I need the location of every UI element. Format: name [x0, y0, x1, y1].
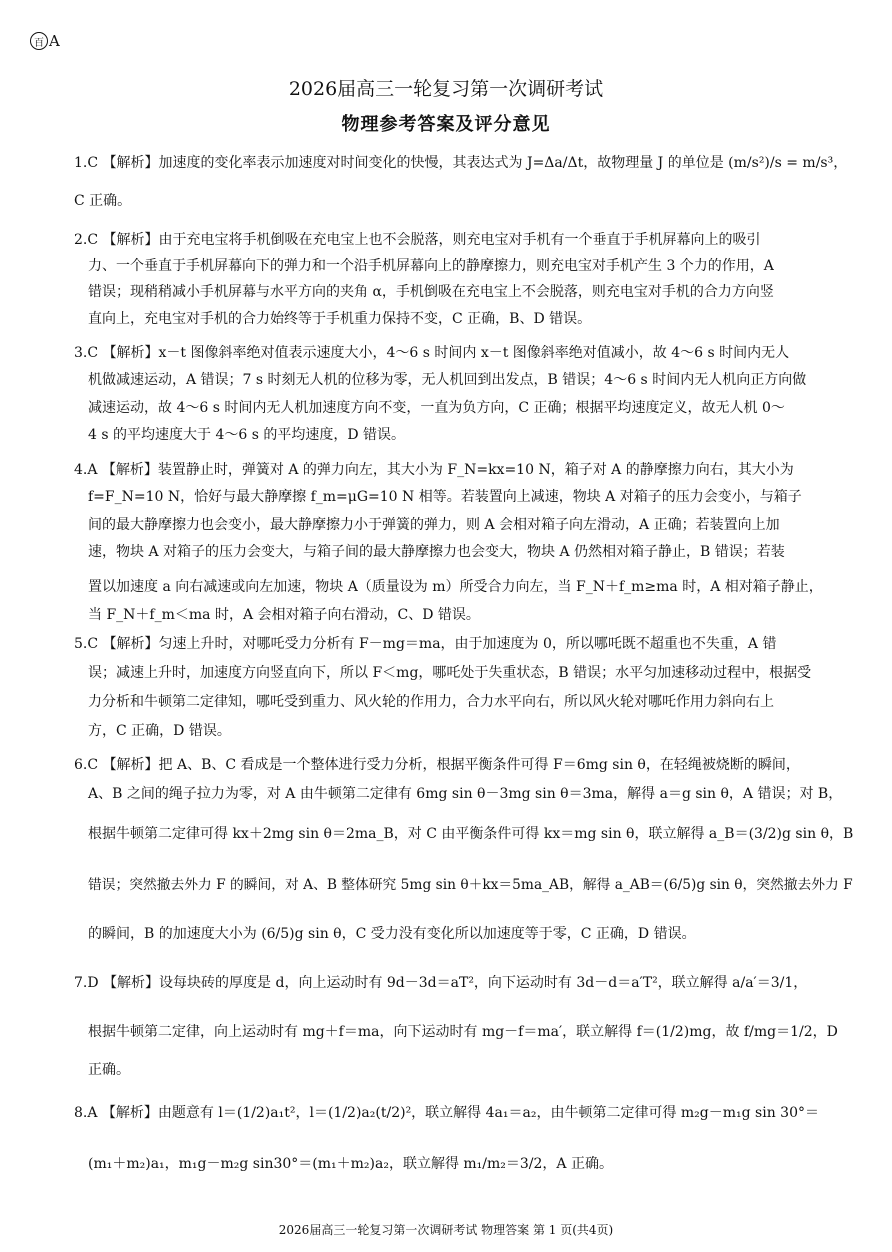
paper-version-mark — [30, 32, 60, 50]
answer-5-line-1: 5.C 【解析】匀速上升时，对哪吒受力分析有 F－mg＝ma，由于加速度为 0，所以哪吒既不超重也不失重，A 错 — [74, 636, 777, 652]
corner-badge: 百 — [30, 32, 48, 50]
answer-5-line-3: 力分析和牛顿第二定律知，哪吒受到重力、风火轮的作用力，合力水平向右，所以风火轮对哪吒作用力斜向右上 — [88, 694, 774, 710]
answer-4-line-2: f=F_N=10 N，恰好与最大静摩擦 f_m=μG=10 N 相等。若装置向上减速，物块 A 对箱子的压力会变小，与箱子 — [88, 489, 802, 505]
answer-2-line-3: 错误；现稍稍减小手机屏幕与水平方向的夹角 α，手机倒吸在充电宝上不会脱落，则充电宝对手机的合力方向竖 — [88, 284, 774, 300]
answer-4-line-6: 当 F_N＋f_m＜ma 时，A 会相对箱子向右滑动，C、D 错误。 — [88, 607, 480, 623]
answer-4-line-1: 4.A 【解析】装置静止时，弹簧对 A 的弹力向左，其大小为 F_N=kx=10 N，箱子对 A 的静摩擦力向右，其大小为 — [74, 462, 794, 478]
answer-6-line-3: 根据牛顿第二定律可得 kx＋2mg sin θ＝2ma_B，对 C 由平衡条件可得 kx＝mg sin θ，联立解得 a_B＝(3/2)g sin θ，B — [88, 826, 854, 842]
answer-4-line-3: 间的最大静摩擦力也会变小，最大静摩擦力小于弹簧的弹力，则 A 会相对箱子向左滑动，A 正确；若装置向上加 — [88, 517, 780, 533]
answer-7-line-1: 7.D 【解析】设每块砖的厚度是 d，向上运动时有 9d－3d＝aT²，向下运动时有 3d－d＝a′T²，联立解得 a/a′＝3/1， — [74, 975, 808, 991]
answer-6-line-4: 错误；突然撤去外力 F 的瞬间，对 A、B 整体研究 5mg sin θ＋kx＝5ma_AB，解得 a_AB＝(6/5)g sin θ，突然撤去外力 F — [88, 877, 853, 893]
answer-3-line-3: 减速运动，故 4～6 s 时间内无人机加速度方向不变，一直为负方向，C 正确；根据平均速度定义，故无人机 0～ — [88, 400, 785, 416]
answer-4-line-4: 速，物块 A 对箱子的压力会变大，与箱子间的最大静摩擦力也会变大，物块 A 仍然相对箱子静止，B 错误；若装 — [88, 544, 785, 560]
exam-title: 2026届高三一轮复习第一次调研考试 — [288, 78, 604, 100]
answer-4-line-5: 置以加速度 a 向右减速或向左加速，物块 A（质量设为 m）所受合力向左，当 F_N＋f_m≥ma 时，A 相对箱子静止， — [88, 579, 823, 595]
answer-6-line-1: 6.C 【解析】把 A、B、C 看成是一个整体进行受力分析，根据平衡条件可得 F＝6mg sin θ，在轻绳被烧断的瞬间， — [74, 757, 800, 773]
answer-3-line-4: 4 s 的平均速度大于 4～6 s 的平均速度，D 错误。 — [88, 427, 406, 443]
answer-2-line-2: 力、一个垂直于手机屏幕向下的弹力和一个沿手机屏幕向上的静摩擦力，则充电宝对手机产生 3 个力的作用，A — [88, 258, 774, 274]
answer-8-line-1: 8.A 【解析】由题意有 l＝(1/2)a₁t²，l＝(1/2)a₂(t/2)²，联立解得 4a₁＝a₂，由牛顿第二定律可得 m₂g－m₁g sin 30°＝ — [74, 1105, 819, 1121]
answer-7-line-3: 正确。 — [88, 1062, 130, 1078]
answer-1-line-2: C 正确。 — [74, 193, 132, 209]
corner-letter: A — [49, 32, 60, 50]
answer-3-line-1: 3.C 【解析】x－t 图像斜率绝对值表示速度大小，4～6 s 时间内 x－t 图像斜率绝对值减小，故 4～6 s 时间内无人 — [74, 345, 790, 361]
answer-1-line-1: 1.C 【解析】加速度的变化率表示加速度对时间变化的快慢，其表达式为 J=Δa/Δt，故物理量 J 的单位是 (m/s²)/s = m/s³， — [74, 155, 848, 171]
answer-6-line-5: 的瞬间，B 的加速度大小为 (6/5)g sin θ，C 受力没有变化所以加速度等于零，C 正确，D 错误。 — [88, 926, 696, 942]
answer-8-line-2: (m₁＋m₂)a₁，m₁g－m₂g sin30°＝(m₁＋m₂)a₂，联立解得 m₁/m₂＝3/2，A 正确。 — [88, 1156, 613, 1172]
answer-5-line-2: 误；减速上升时，加速度方向竖直向下，所以 F＜mg，哪吒处于失重状态，B 错误；水平匀加速移动过程中，根据受 — [88, 665, 812, 681]
page-footer: 2026届高三一轮复习第一次调研考试 物理答案 第 1 页(共4页) — [278, 1223, 614, 1237]
answer-5-line-4: 方，C 正确，D 错误。 — [88, 723, 231, 739]
answer-6-line-2: A、B 之间的绳子拉力为零，对 A 由牛顿第二定律有 6mg sin θ－3mg sin θ＝3ma，解得 a＝g sin θ，A 错误；对 B， — [88, 786, 843, 802]
answer-key-subtitle: 物理参考答案及评分意见 — [341, 114, 551, 135]
answer-7-line-2: 根据牛顿第二定律，向上运动时有 mg＋f＝ma，向下运动时有 mg－f＝ma′，联立解得 f＝(1/2)mg，故 f/mg＝1/2，D — [88, 1024, 838, 1040]
answer-2-line-1: 2.C 【解析】由于充电宝将手机倒吸在充电宝上也不会脱落，则充电宝对手机有一个垂直于手机屏幕向上的吸引 — [74, 232, 761, 248]
answer-2-line-4: 直向上，充电宝对手机的合力始终等于手机重力保持不变，C 正确，B、D 错误。 — [88, 311, 592, 327]
answer-3-line-2: 机做减速运动，A 错误；7 s 时刻无人机的位移为零，无人机回到出发点，B 错误；4～6 s 时间内无人机向正方向做 — [88, 372, 807, 388]
